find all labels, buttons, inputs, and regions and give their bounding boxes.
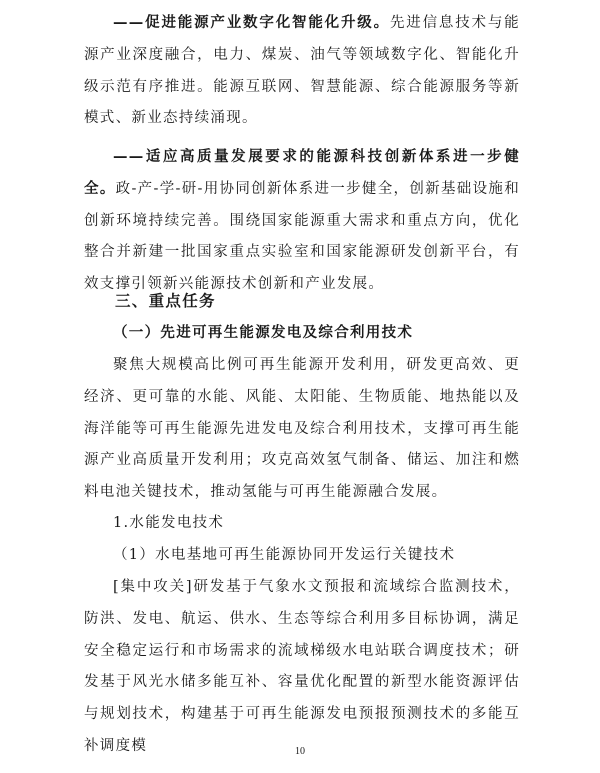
- paragraph-text: 政-产-学-研-用协同创新体系进一步健全，创新基础设施和创新环境持续完善。围绕国家能源重大需求和重点方向，优化整合并新建一批国家重点实验室和国家能源研发创新平台，有效支撑引领新兴能源技术创新和产业发展。: [84, 180, 520, 293]
- section-heading: 三、重点任务: [115, 292, 216, 310]
- paragraph-lead: ——适应高质量发展要求的能源科技创新体系进一步健全。: [84, 149, 520, 197]
- subsection-heading: （一）先进可再生能源发电及综合利用技术: [113, 325, 414, 341]
- subitem-heading: （1）水电基地可再生能源协同开发运行关键技术: [113, 547, 456, 563]
- paragraph-text: 先进信息技术与能源产业深度融合，电力、煤炭、油气等领域数字化、智能化升级示范有序推进。能源互联网、智慧能源、综合能源服务等新模式、新业态持续涌现。: [84, 15, 520, 127]
- paragraph-digital-upgrade: [84, 8, 520, 135]
- paragraph-lead: ——促进能源产业数字化智能化升级。: [113, 15, 390, 31]
- subsection-body: 聚焦大规模高比例可再生能源开发利用，研发更高效、更经济、更可靠的水能、风能、太阳能、生物质能、地热能以及海洋能等可再生能源先进发电及综合利用技术，支撑可再生能源产业高质量开发利用；攻克高效氢气制备、储运、加注和燃料电池关键技术，推动氢能与可再生能源融合发展。: [84, 357, 520, 501]
- subitem-tag: [集中攻关]: [113, 579, 193, 595]
- page-number: 10: [295, 746, 305, 757]
- subitem-text: 研发基于气象水文预报和流域综合监测技术，防洪、发电、航运、供水、生态等综合利用多目标协调，满足安全稳定运行和市场需求的流域梯级水电站联合调度技术；研发基于风光水储多能互补、容量优化配置的新型水能资源评估与规划技术，构建基于可再生能源发电预报预测技术的多能互补调度模: [84, 579, 520, 754]
- item-heading: 1.水能发电技术: [113, 515, 225, 531]
- subitem-body: [84, 572, 520, 763]
- paragraph-innovation-system: [84, 142, 520, 301]
